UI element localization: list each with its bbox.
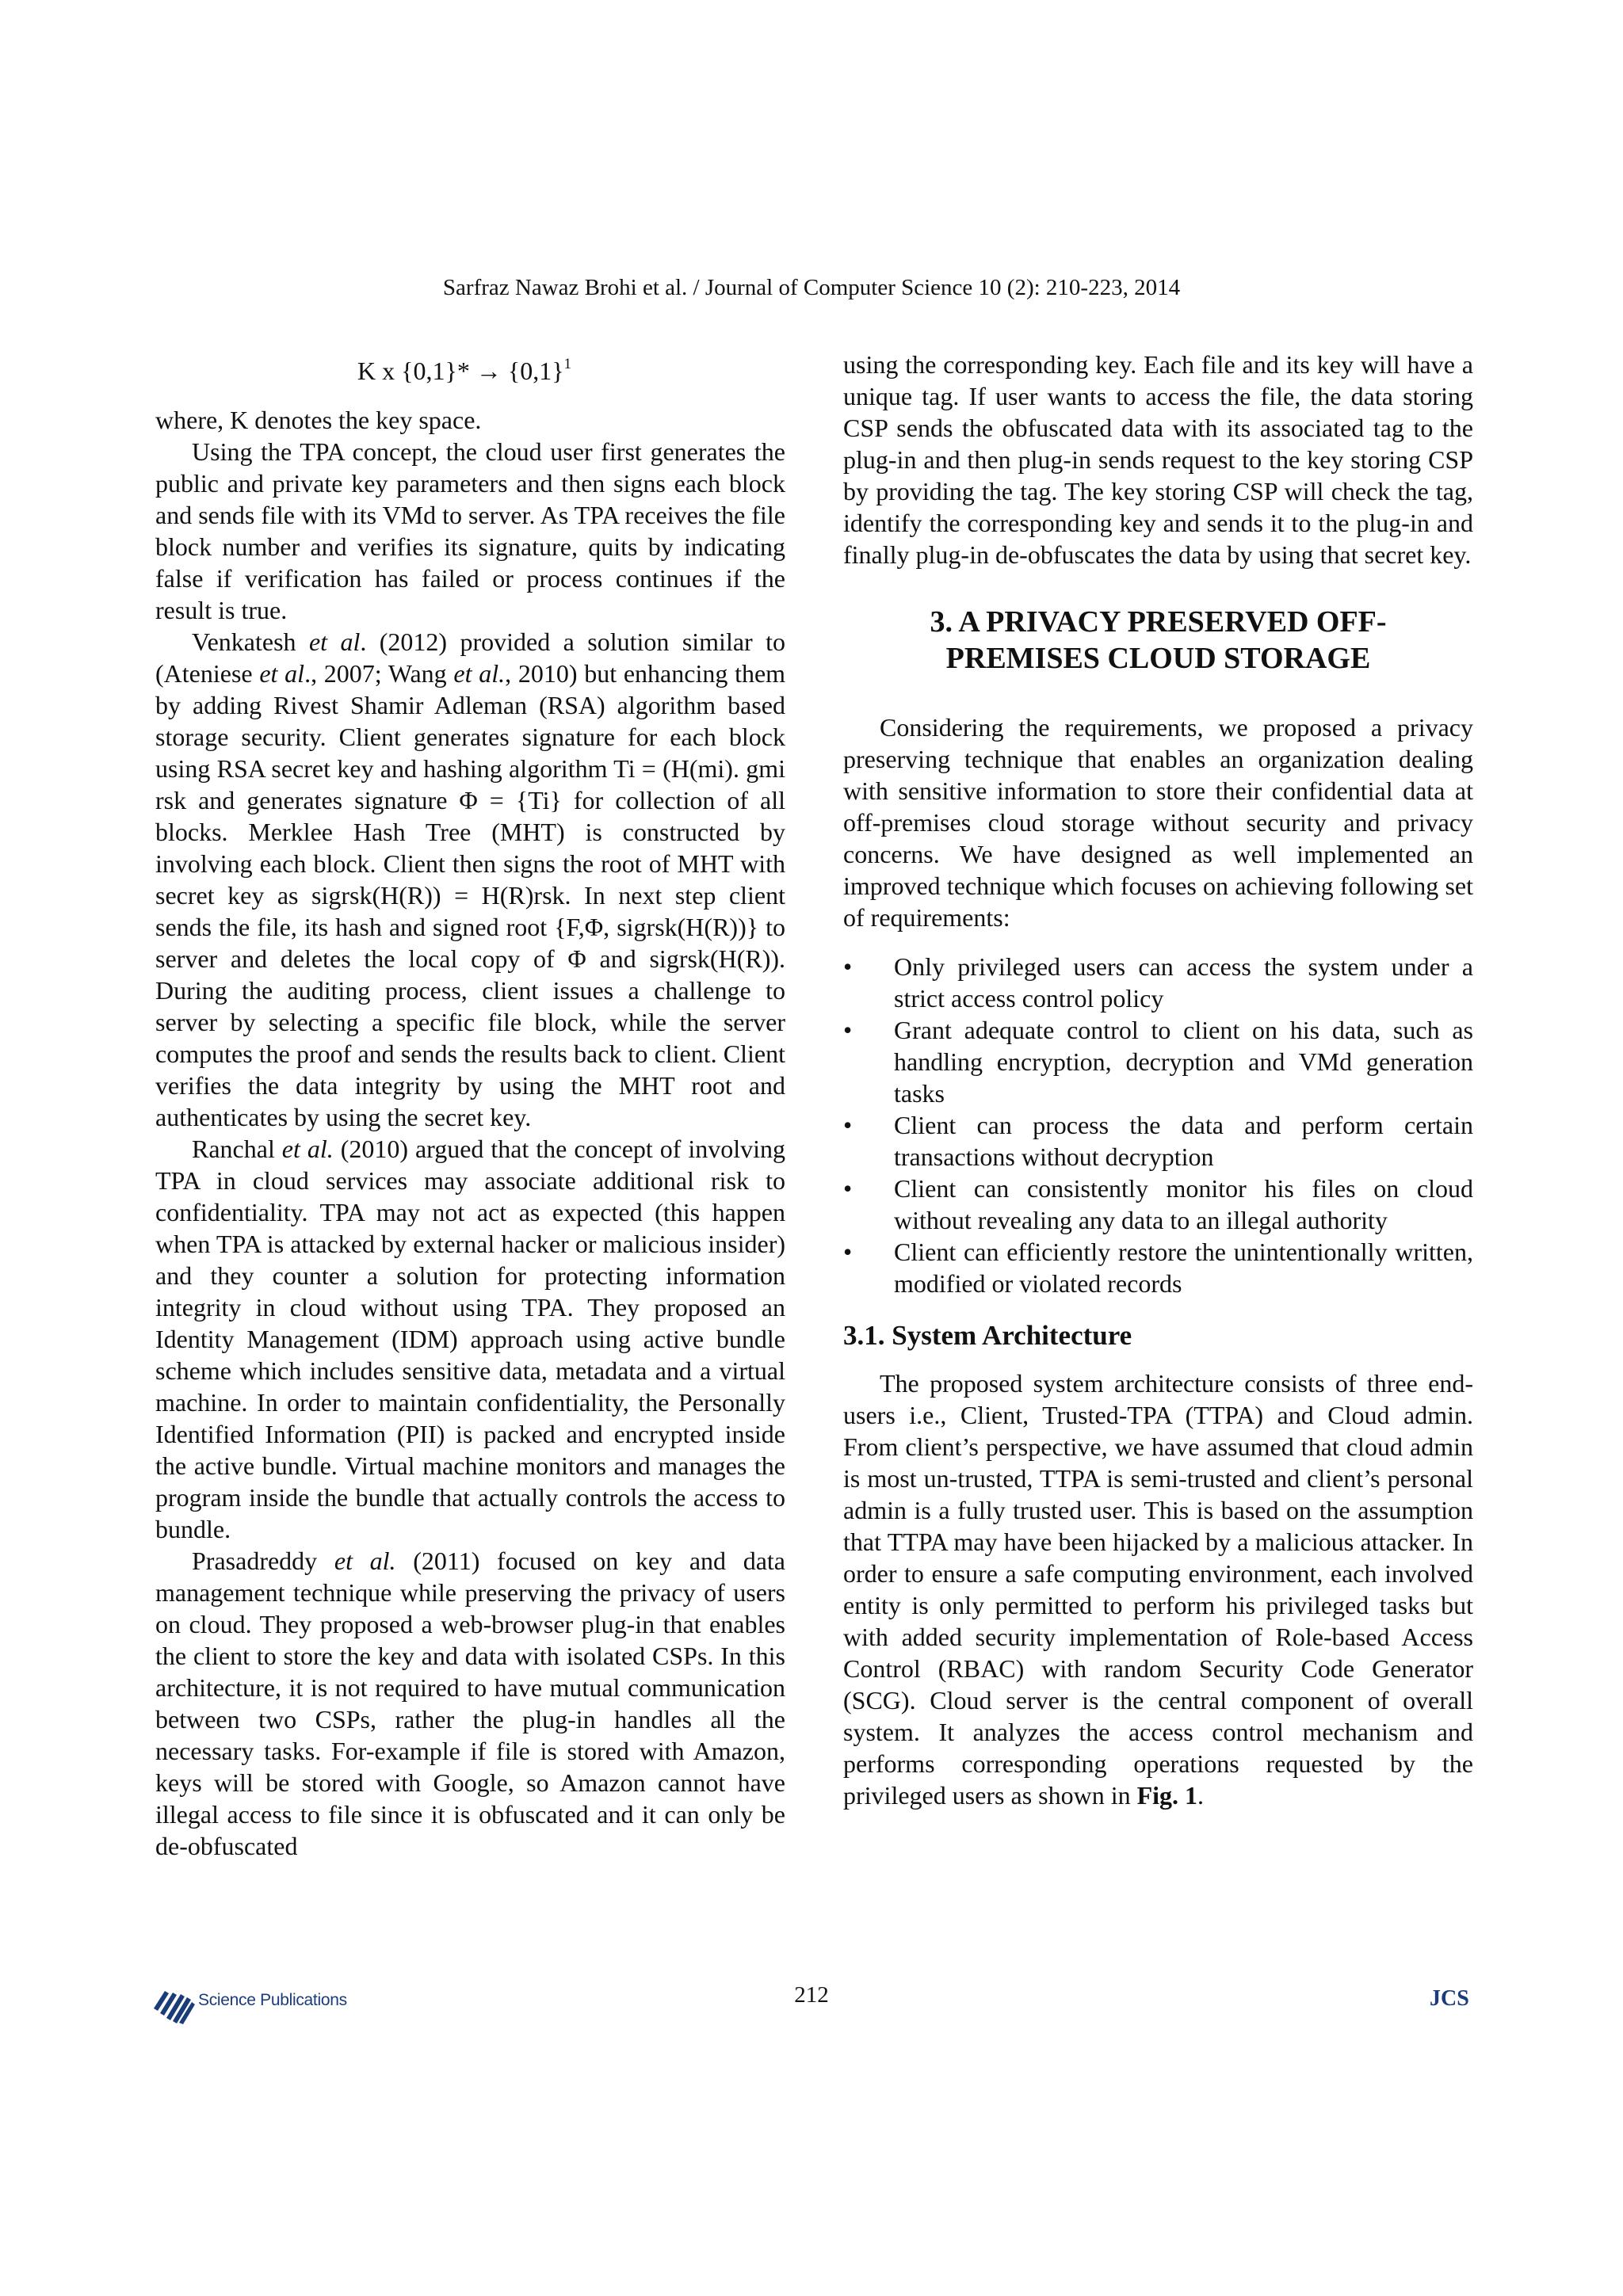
- publisher-name: Science Publications: [198, 1991, 347, 2009]
- citation-etal: et al.: [334, 1547, 396, 1575]
- equation: [155, 349, 785, 387]
- equation-text: K x {0,1}* → {0,1}: [357, 357, 564, 385]
- paragraph-text: . (2012) provided a solution similar to (Ateniese: [155, 627, 786, 688]
- figure-reference: Fig. 1: [1136, 1781, 1198, 1810]
- list-item: [843, 1173, 1473, 1236]
- journal-abbreviation: JCS: [1430, 1986, 1469, 2011]
- citation-author: Prasadreddy: [192, 1547, 318, 1575]
- list-item-text: Client can process the data and perform certain transactions without decryption: [894, 1111, 1473, 1171]
- right-column: [843, 349, 1473, 1811]
- bullet-icon: •: [843, 1016, 853, 1044]
- bullet-icon: •: [843, 1238, 853, 1266]
- list-item: [843, 1014, 1473, 1109]
- list-item: [843, 1109, 1473, 1173]
- publisher-logo: [151, 1978, 357, 2031]
- page-number: 212: [794, 1982, 829, 2008]
- paragraph-key-tag: using the corresponding key. Each file and its key will have a unique tag. If user wants to access the file, the data storing CSP sends the obfuscated data with its associated tag to the plug-in and then plug-in sends request to the key storing CSP by providing the tag. The key storing CSP will check the tag, identify the corresponding key and sends it to the plug-in and finally plug-in de-obfuscates the data by using that secret key.: [843, 350, 1473, 569]
- bullet-icon: •: [843, 1174, 853, 1203]
- subsection-heading: 3.1. System Architecture: [843, 1320, 1132, 1351]
- paragraph-system-architecture: [843, 1367, 1473, 1811]
- citation-etal: et al.: [453, 659, 506, 688]
- citation-author: Venkatesh: [192, 627, 296, 656]
- citation-etal: et al.: [281, 1135, 334, 1163]
- paragraph-requirements: Considering the requirements, we proposed a privacy preserving technique that enables an organization dealing with sensitive information to store their confidential data at off-premises cloud storage without security and privacy concerns. We have designed as well implemented an improved technique which focuses on achieving following set of requirements:: [843, 713, 1473, 932]
- bullet-icon: •: [843, 952, 853, 981]
- left-column: [155, 349, 785, 1862]
- paragraph-tpa-concept: Using the TPA concept, the cloud user first generates the public and private key parameters and then signs each block and sends file with its VMd to server. As TPA receives the file block number and verifies its signature, quits by indicating false if verification has failed or process continues if the result is true.: [155, 437, 785, 624]
- list-item: [843, 1236, 1473, 1299]
- list-item-text: Grant adequate control to client on his data, such as handling encryption, decryption and VMd generation tasks: [894, 1016, 1473, 1108]
- paragraph-venkatesh: [155, 626, 785, 1133]
- requirements-list: [843, 951, 1473, 1299]
- section-heading: 3. A PRIVACY PRESERVED OFF-PREMISES CLOUD STORAGE: [930, 605, 1387, 675]
- paragraph-text: (2011) focused on key and data management technique while preserving the privacy of users on cloud. They proposed a web-browser plug-in that enables the client to store the key and data with isolated CSPs. In this architecture, it is not required to have mutual communication between two CSPs, rather the plug-in handles all the necessary tasks. For-example if file is stored with Amazon, keys will be stored with Google, so Amazon cannot have illegal access to file since it is obfuscated and it can only be de-obfuscated: [155, 1547, 785, 1860]
- paragraph-prasadreddy: [155, 1545, 785, 1862]
- list-item: [843, 951, 1473, 1014]
- citation-etal: et al: [308, 627, 361, 656]
- citation-etal: et al: [259, 659, 305, 688]
- running-head: Sarfraz Nawaz Brohi et al. / Journal of Computer Science 10 (2): 210-223, 2014: [442, 275, 1181, 300]
- equation-superscript: 1: [563, 356, 572, 372]
- paragraph-text: (2010) argued that the concept of involving TPA in cloud services may associate additional risk to confidentiality. TPA may not act as expected (this happen when TPA is attacked by external hacker or malicious insider) and they counter a solution for protecting information integrity in cloud without using TPA. They proposed an Identity Management (IDM) approach using active bundle scheme which includes sensitive data, metadata and a virtual machine. In order to maintain confidentiality, the Personally Identified Information (PII) is packed and encrypted inside the active bundle. Virtual machine monitors and manages the program inside the bundle that actually controls the access to bundle.: [155, 1135, 786, 1543]
- list-item-text: Client can efficiently restore the unintentionally written, modified or violated records: [894, 1238, 1473, 1298]
- list-item-text: Only privileged users can access the system under a strict access control policy: [894, 952, 1473, 1013]
- paragraph-end: .: [1197, 1781, 1205, 1810]
- paragraph-text: ., 2007; Wang: [304, 659, 447, 688]
- bullet-icon: •: [843, 1111, 853, 1139]
- citation-author: Ranchal: [192, 1135, 275, 1163]
- publisher-logo-icon: [151, 1978, 198, 2031]
- paragraph-text: , 2010) but enhancing them by adding Rivest Shamir Adleman (RSA) algorithm based storage security. Client generates signature for each block using RSA secret key and hashing algorithm Ti = (H(mi). gmi rsk and generates signature Φ = {Ti} for collection of all blocks. Merklee Hash Tree (MHT) is constructed by involving each block. Client then signs the root of MHT with secret key as sigrsk(H(R)) = H(R)rsk. In next step client sends the file, its hash and signed root {F,Φ, sigrsk(H(R))} to server and deletes the local copy of Φ and sigrsk(H(R)). During the auditing process, client issues a challenge to server by selecting a specific file block, while the server computes the proof and sends the results back to client. Client verifies the data integrity by using the MHT root and authenticates by using the secret key.: [155, 659, 786, 1131]
- paragraph-ranchal: [155, 1133, 785, 1545]
- paragraph-key-space: where, K denotes the key space.: [155, 406, 482, 434]
- list-item-text: Client can consistently monitor his files on cloud without revealing any data to an illegal authority: [894, 1174, 1473, 1234]
- paragraph-text: The proposed system architecture consists of three end-users i.e., Client, Trusted-TPA (TTPA) and Cloud admin. From client’s perspective, we have assumed that cloud admin is most un-trusted, TTPA is semi-trusted and client’s personal admin is a fully trusted user. This is based on the assumption that TTPA may have been hijacked by a malicious attacker. In order to ensure a safe computing environment, each involved entity is only permitted to perform his privileged tasks but with added security implementation of Role-based Access Control (RBAC) with random Security Code Generator (SCG). Cloud server is the central component of overall system. It analyzes the access control mechanism and performs corresponding operations requested by the privileged users as shown in: [843, 1369, 1473, 1810]
